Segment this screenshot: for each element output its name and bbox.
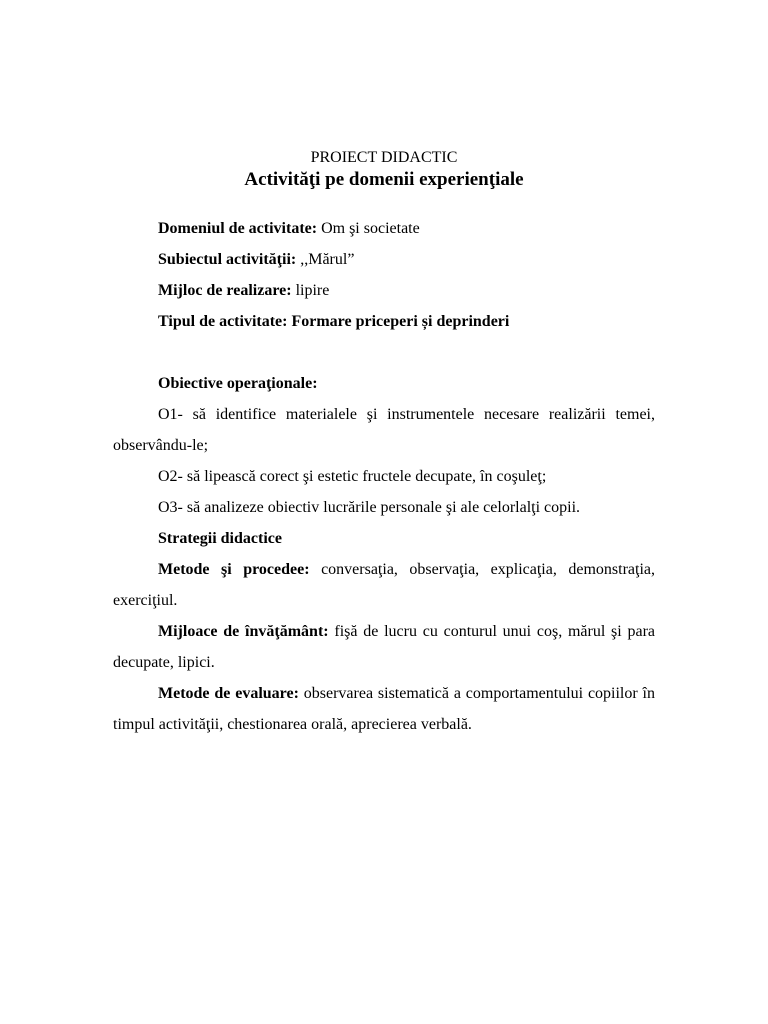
- strategy-methods-label: Metode şi procedee:: [158, 561, 310, 578]
- info-domain: [113, 213, 655, 244]
- strategy-methods: [113, 554, 655, 616]
- objective-o1: O1- să identifice materialele şi instrumentele necesare realizării temei, observându-le;: [113, 406, 655, 454]
- objective-o3: O3- să analizeze obiectiv lucrările personale şi ale celorlalţi copii.: [158, 499, 581, 516]
- info-subject-label: Subiectul activităţii:: [158, 251, 297, 268]
- strategies-heading: [113, 523, 655, 554]
- info-domain-label: Domeniul de activitate:: [158, 220, 318, 237]
- strategies-heading-text: Strategii didactice: [158, 530, 282, 547]
- document-subtitle: Activităţi pe domenii experienţiale: [244, 169, 524, 190]
- objectives-heading-text: Obiective operaţionale:: [158, 375, 318, 392]
- strategy-evaluation-value: observarea sistematică a comportamentului copiilor în timpul activităţii, chestionarea orală, aprecierea verbală.: [113, 685, 655, 733]
- info-means-value: lipire: [291, 282, 330, 299]
- document-content: [113, 147, 655, 740]
- info-subject: [113, 244, 655, 275]
- objective-o2: O2- să lipească corect şi estetic fructele decupate, în coşuleţ;: [158, 468, 547, 485]
- document-title: PROIECT DIDACTIC: [310, 149, 458, 166]
- spacer: [113, 192, 655, 213]
- info-subject-value: ,,Mărul”: [296, 251, 355, 268]
- strategy-evaluation-label: Metode de evaluare:: [158, 685, 299, 702]
- strategy-methods-value: conversaţia, observaţia, explicaţia, demonstraţia, exerciţiul.: [113, 561, 656, 609]
- info-type: [113, 306, 655, 337]
- strategy-tools: [113, 616, 655, 678]
- info-means-label: Mijloc de realizare:: [158, 282, 292, 299]
- info-domain-value: Om şi societate: [317, 220, 420, 237]
- strategy-evaluation: [113, 678, 655, 740]
- info-means: [113, 275, 655, 306]
- strategy-tools-label: Mijloace de învăţământ:: [158, 623, 329, 640]
- strategy-tools-value: fişă de lucru cu conturul unui coş, mărul şi para decupate, lipici.: [113, 623, 656, 671]
- objectives-heading: [113, 368, 655, 399]
- info-type-label: Tipul de activitate: Formare priceperi și deprinderi: [158, 313, 510, 330]
- spacer: [113, 337, 655, 368]
